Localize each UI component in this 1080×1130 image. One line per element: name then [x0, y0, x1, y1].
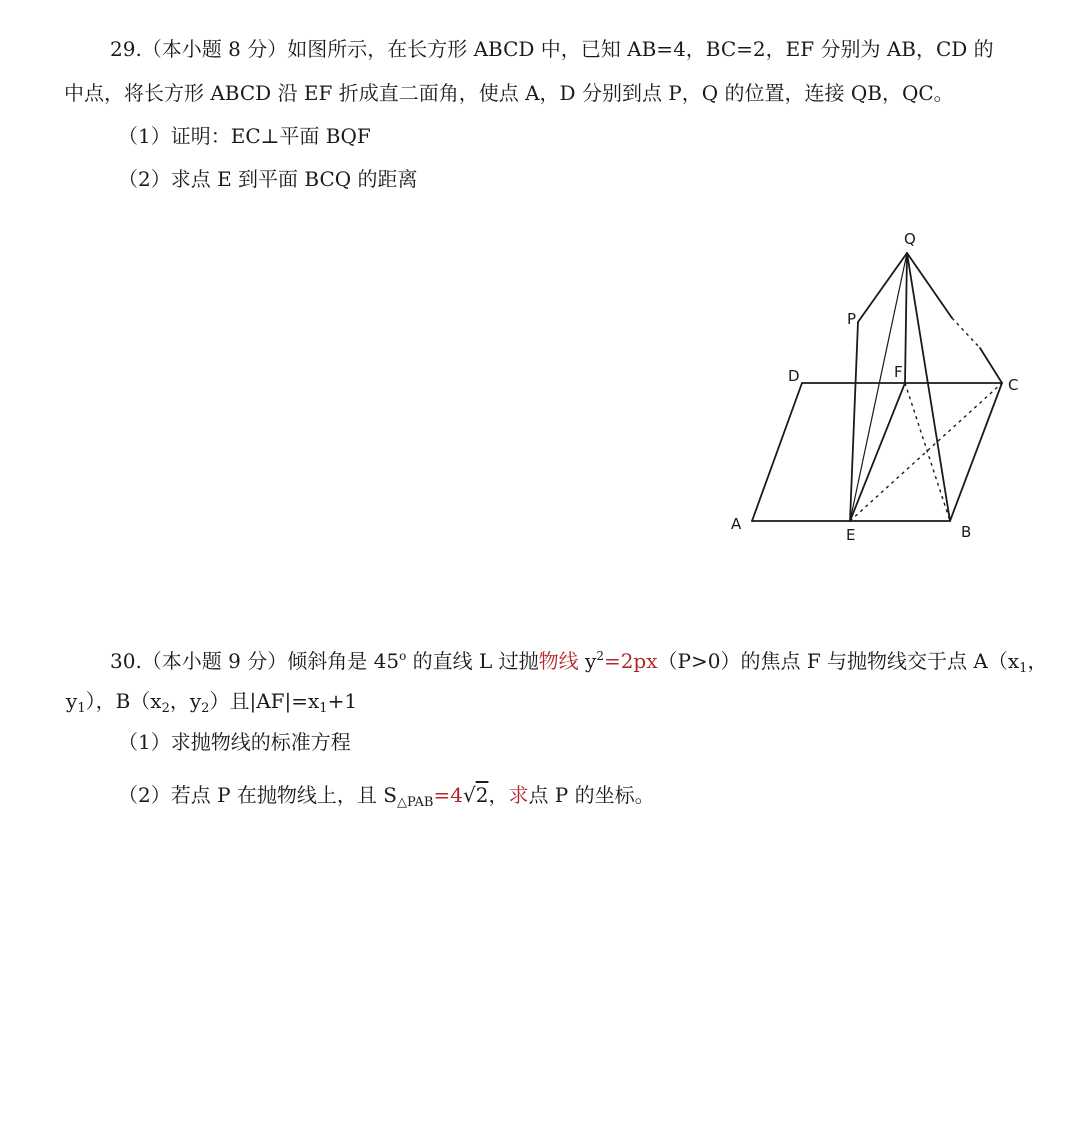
label-C: C: [1008, 376, 1019, 394]
edge-QF: [905, 253, 907, 383]
q29-part1: （1）证明：EC⊥平面 BQF: [118, 124, 371, 148]
q30-line1: 30.（本小题 9 分）倾斜角是 45$^o$ 的直线 L 过抛物线 $y^2=2px(P>0)$的焦点 F 与抛物线交于点 $A(x_1$，: [110, 649, 1048, 676]
q30-line2: $y_1$），$B(x_2$，$y_2$）且$|AF|=x_1+1$: [66, 689, 358, 716]
label-B: B: [961, 523, 972, 541]
hidden-EC: [850, 383, 1002, 521]
hidden-FB: [905, 383, 950, 521]
edge-EF: [850, 383, 905, 521]
edge-AD: [752, 383, 802, 521]
q29-line1: 29.（本小题 8 分）如图所示，在长方形 ABCD 中，已知 AB=4，BC=2，EF 分别为 AB，CD 的: [110, 37, 994, 61]
label-D: D: [788, 367, 800, 385]
edge-QC-solid: [907, 253, 952, 318]
q30-part2: （2）若点 P 在抛物线上，且 $S_{\triangle PAB}=4√2$，求点 P 的坐标。: [118, 783, 655, 810]
q29-line2: 中点，将长方形 ABCD 沿 EF 折成直二面角，使点 A，D 分别到点 P，Q 的位置，连接 QB，QC。: [64, 81, 954, 105]
q29-part2: （2）求点 E 到平面 BCQ 的距离: [118, 167, 418, 191]
label-P: P: [847, 310, 857, 328]
label-A: A: [731, 515, 742, 533]
hidden-QC: [952, 318, 980, 348]
q30-part1: （1）求抛物线的标准方程: [118, 730, 351, 754]
edge-QB: [907, 253, 950, 521]
label-F: F: [894, 363, 903, 381]
edge-QC-near-C: [980, 348, 1002, 383]
edge-BC: [950, 383, 1002, 521]
label-Q: Q: [904, 230, 916, 248]
label-E: E: [846, 526, 856, 544]
